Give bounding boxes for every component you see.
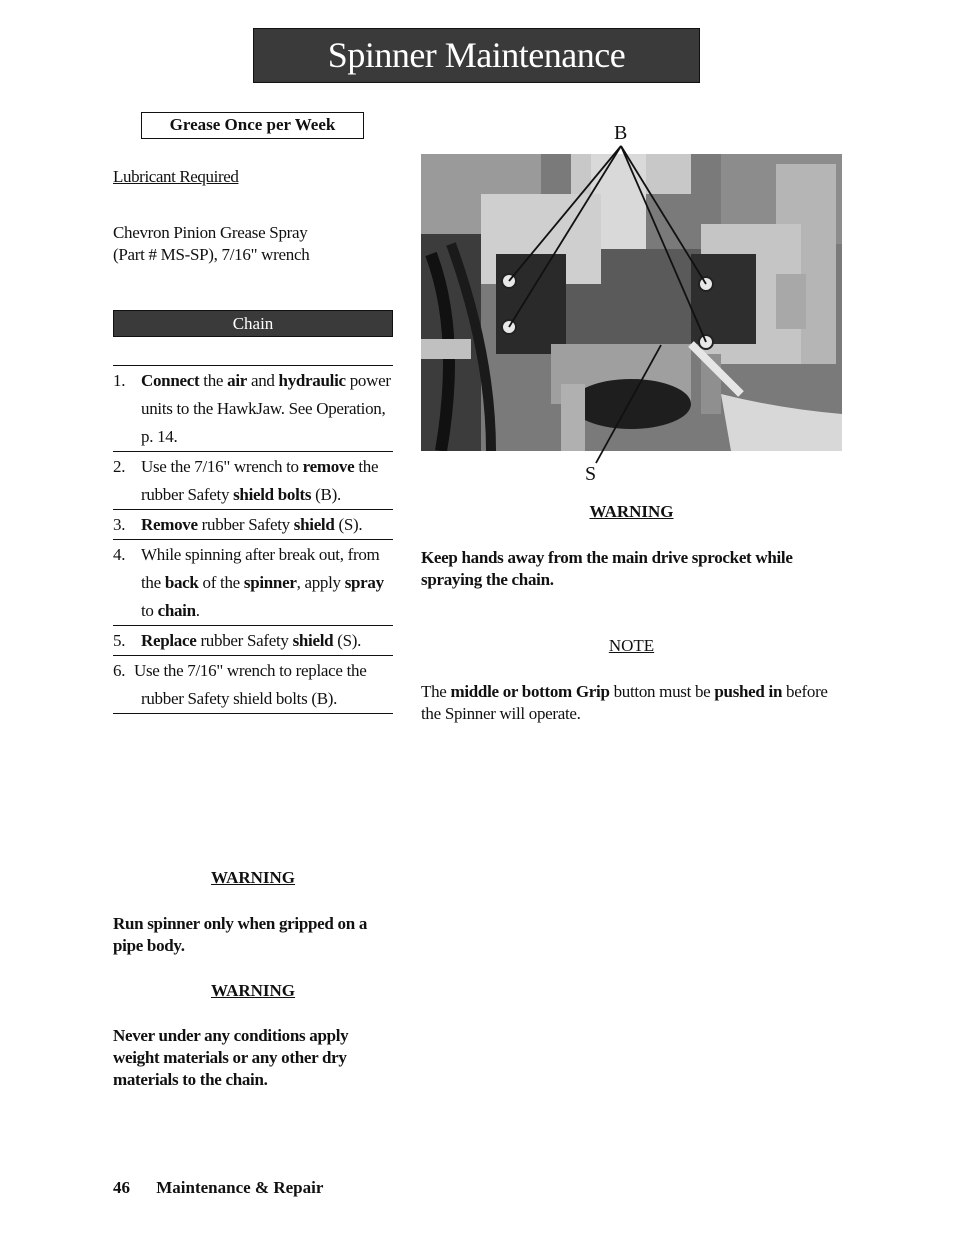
- text: .: [195, 601, 200, 620]
- step-number: 3.: [113, 515, 126, 534]
- bold-text: back: [164, 573, 199, 592]
- bold-text: Connect: [141, 371, 200, 390]
- procedure-step: [113, 656, 393, 714]
- text: the rubber Safety: [141, 457, 379, 504]
- text: Use the 7/16" wrench to replace the rubber Safety shield bolts (B).: [134, 661, 367, 708]
- procedure-step: [113, 452, 393, 510]
- schedule-box: Grease Once per Week: [141, 112, 364, 139]
- lubricant-label: Lubricant Required: [113, 167, 239, 186]
- bold-text: pushed in: [714, 682, 783, 701]
- text: Use the 7/16" wrench to: [141, 457, 303, 476]
- text: of the: [198, 573, 244, 592]
- callout-label-s: S: [585, 463, 597, 485]
- step-number: 6.: [113, 661, 126, 680]
- note-text: [421, 681, 842, 725]
- warning-text-1: Run spinner only when gripped on a pipe body.: [113, 914, 368, 955]
- step-number: 4.: [113, 545, 126, 564]
- spinner-photo-drawing: [421, 154, 842, 451]
- text: to: [141, 601, 158, 620]
- text: (S).: [333, 631, 362, 650]
- spinner-photo: [421, 154, 842, 451]
- note-heading: NOTE: [608, 636, 655, 655]
- procedure-step: [113, 366, 393, 452]
- text: , apply: [296, 573, 345, 592]
- warning-heading-1: WARNING: [210, 868, 296, 887]
- page-title: Spinner Maintenance: [253, 28, 700, 83]
- footer-section: Maintenance & Repair: [156, 1178, 324, 1197]
- text: The: [421, 682, 451, 701]
- step-text: [113, 541, 393, 625]
- page-footer: [113, 1178, 323, 1198]
- text: rubber Safety: [197, 515, 294, 534]
- callout-label-b: B: [614, 122, 628, 144]
- text: and: [247, 371, 279, 390]
- bold-text: spinner: [243, 573, 297, 592]
- text: While spinning after break out, from the: [141, 545, 380, 592]
- bold-text: shield: [293, 515, 335, 534]
- step-text: [113, 511, 393, 539]
- step-text: [113, 367, 393, 451]
- step-text: [113, 657, 393, 713]
- chain-heading: Chain: [113, 310, 393, 337]
- bold-text: remove: [302, 457, 355, 476]
- procedure-step: [113, 626, 393, 656]
- lubricant-text: [113, 222, 309, 266]
- step-text: [113, 627, 393, 655]
- text: (S).: [334, 515, 363, 534]
- warning-text-right: Keep hands away from the main drive sprocket while spraying the chain.: [421, 548, 793, 589]
- bold-text: hydraulic: [278, 371, 346, 390]
- warning-heading-right: WARNING: [589, 502, 674, 521]
- text: button must be: [609, 682, 715, 701]
- bold-text: shield bolts: [233, 485, 312, 504]
- text: rubber Safety: [196, 631, 293, 650]
- bold-text: Remove: [141, 515, 198, 534]
- text: (B).: [311, 485, 341, 504]
- step-number: 5.: [113, 631, 126, 650]
- bold-text: chain: [157, 601, 196, 620]
- text: the: [199, 371, 228, 390]
- procedure-step: [113, 540, 393, 626]
- procedure-steps: [113, 365, 393, 714]
- text: before the Spinner will operate.: [421, 682, 828, 723]
- warning-text-2: Never under any conditions apply weight materials or any other dry materials to the chain.: [113, 1026, 349, 1089]
- warning-heading-2: WARNING: [210, 981, 296, 1000]
- text: power units to the HawkJaw. See Operation, p. 14.: [141, 371, 391, 446]
- bold-text: spray: [344, 573, 384, 592]
- bold-text: shield: [292, 631, 334, 650]
- lubricant-line-1: Chevron Pinion Grease Spray: [113, 223, 308, 242]
- bold-text: middle or bottom Grip: [450, 682, 610, 701]
- step-number: 1.: [113, 371, 126, 390]
- step-text: [113, 453, 393, 509]
- bold-text: air: [227, 371, 247, 390]
- step-number: 2.: [113, 457, 126, 476]
- bold-text: Replace: [141, 631, 197, 650]
- lubricant-line-2: (Part # MS-SP), 7/16" wrench: [113, 245, 310, 264]
- procedure-step: [113, 510, 393, 540]
- page-number: 46: [113, 1178, 130, 1197]
